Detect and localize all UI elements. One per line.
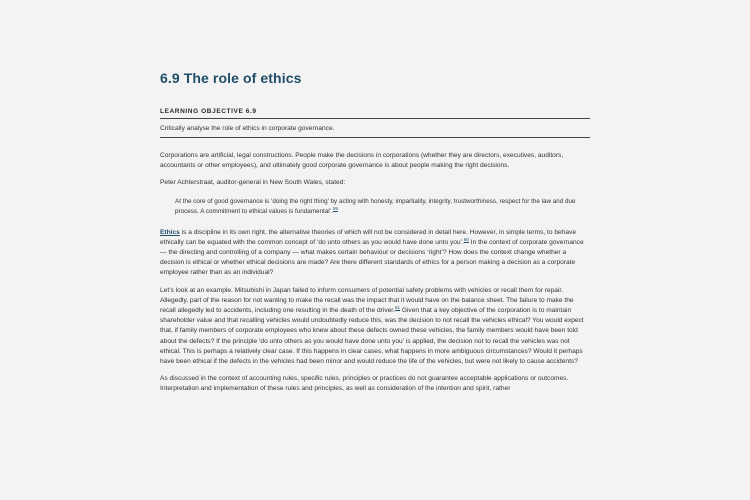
footnote-link-59[interactable]: 59	[332, 205, 338, 211]
block-quote	[175, 197, 590, 217]
paragraph-example-text-b: Given that a key objective of the corporation is to maintain shareholder value and that recalling vehicles would undoubtedly reduce this, was the decision to not recall the vehicles ethical? You would expect that, if family members of corporate employees who knew about these defects owned these vehicles, the family members would have been told about the defects? If the principle ‘do unto others as you would have done unto you’ is applied, the decision not to recall the vehicles was not ethical. This is perhaps a relatively clear case. If this happens in clear cases, what happens in more ambiguous circumstances? Would it perhaps have been ethical if the defects in the vehicles had been minor and would reduce the life of the vehicles, but were not likely to cause accidents?	[160, 307, 584, 366]
learning-objective-text: Critically analyse the role of ethics in corporate governance.	[160, 119, 590, 138]
footnote-link-61[interactable]: 61	[394, 305, 400, 311]
paragraph-example-text-a: Let’s look at an example. Mitsubishi in Japan failed to inform consumers of potential safety problems with vehicles or recall them for repair. Allegedly, part of the reason for not wanting to make the recall was the impact that it would have on the balance sheet. The failure to make the recall allegedly led to accidents, including one resulting in the death of the driver.	[160, 286, 574, 315]
learning-objective-box	[160, 108, 590, 138]
paragraph-ethics	[160, 228, 590, 279]
paragraph-ethics-text-a: is a discipline in its own right, the alternative theories of which will not be considered in detail here. However, in simple terms, to behave ethically can be equated with the common concept of ‘do unto others as you would have done unto you’.	[160, 228, 576, 246]
paragraph-example	[160, 286, 590, 368]
paragraph-ethics-text-b: In the context of corporate governance — the directing and controlling of a company — what makes certain behaviour or decisions ‘right’? How does the context change whether a decision is ethical or whether ethical decisions are made? Are there different standards of ethics for a person making a decision as a corporate employee rather than as an individual?	[160, 238, 584, 277]
section-heading: 6.9 The role of ethics	[160, 70, 302, 86]
paragraph-accounting-rules: As discussed in the context of accounting rules, specific rules, principles or practices do not guarantee acceptable applications or outcomes. Interpretation and implementation of these rules and principles, as well as consideration of the intention and spirit, rather	[160, 375, 569, 393]
quote-text: At the core of good governance is ‘doing the right thing’ by acting with honesty, impartiality, integrity, trustworthiness, respect for the law and due process. A commitment to ethical values is fundamental’.	[175, 197, 576, 215]
glossary-term-ethics[interactable]: Ethics	[160, 228, 180, 236]
footnote-link-60[interactable]: 60	[463, 236, 469, 242]
document-content	[160, 70, 590, 395]
paragraph-intro: Corporations are artificial, legal constructions. People make the decisions in corporations (whether they are directors, executives, auditors, accountants or other employees), and ultimately good corporate governance is about people making the right decisions.	[160, 152, 564, 170]
learning-objective-label: LEARNING OBJECTIVE 6.9	[160, 108, 590, 119]
paragraph-quote-lead: Peter Achterstraat, auditor-general in New South Wales, stated:	[160, 179, 346, 187]
